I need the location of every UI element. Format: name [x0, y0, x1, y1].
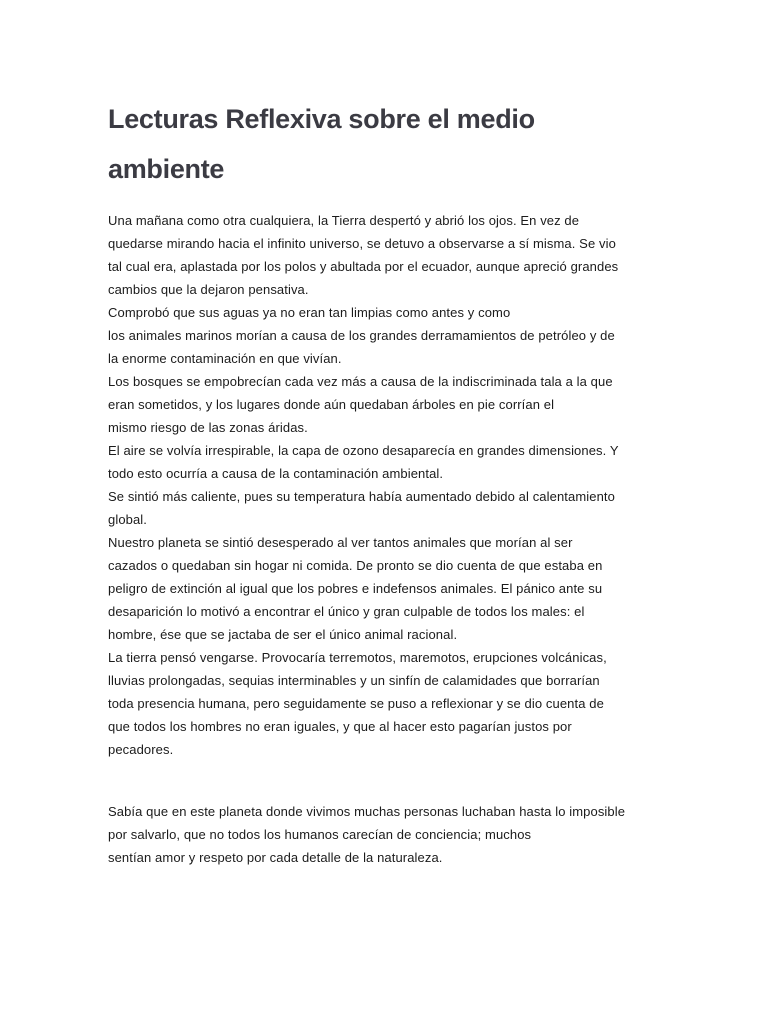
text-line: hombre, ése que se jactaba de ser el único animal racional.: [108, 627, 458, 642]
text-line: global.: [108, 512, 148, 527]
text-line: quedarse mirando hacia el infinito universo, se detuvo a observarse a sí misma. Se vio: [108, 236, 616, 251]
text-line: la enorme contaminación en que vivían.: [108, 351, 342, 366]
text-line: mismo riesgo de las zonas áridas.: [108, 420, 308, 435]
text-line: Nuestro planeta se sintió desesperado al ver tantos animales que morían al ser: [108, 535, 573, 550]
text-line: eran sometidos, y los lugares donde aún quedaban árboles en pie corrían el: [108, 397, 555, 412]
document-body: [108, 209, 668, 869]
page-title: [108, 94, 535, 194]
text-line: El aire se volvía irrespirable, la capa de ozono desaparecía en grandes dimensiones. Y: [108, 443, 619, 458]
text-line: lluvias prolongadas, sequias interminables y un sinfín de calamidades que borrarían: [108, 673, 600, 688]
text-line: Sabía que en este planeta donde vivimos muchas personas luchaban hasta lo imposible: [108, 804, 626, 819]
text-line: pecadores.: [108, 742, 174, 757]
text-line: Se sintió más caliente, pues su temperatura había aumentado debido al calentamiento: [108, 489, 615, 504]
page-title-line-2: ambiente: [108, 154, 225, 184]
text-line: todo esto ocurría a causa de la contaminación ambiental.: [108, 466, 444, 481]
text-line: que todos los hombres no eran iguales, y que al hacer esto pagarían justos por: [108, 719, 572, 734]
text-line: cazados o quedaban sin hogar ni comida. De pronto se dio cuenta de que estaba en: [108, 558, 603, 573]
text-line: por salvarlo, que no todos los humanos carecían de conciencia; muchos: [108, 827, 532, 842]
text-line: Los bosques se empobrecían cada vez más a causa de la indiscriminada tala a la que: [108, 374, 613, 389]
text-line: los animales marinos morían a causa de los grandes derramamientos de petróleo y de: [108, 328, 615, 343]
text-line: cambios que la dejaron pensativa.: [108, 282, 309, 297]
text-line: Una mañana como otra cualquiera, la Tierra despertó y abrió los ojos. En vez de: [108, 213, 580, 228]
text-line: Comprobó que sus aguas ya no eran tan limpias como antes y como: [108, 305, 511, 320]
page-title-line-1: Lecturas Reflexiva sobre el medio: [108, 104, 535, 134]
text-line: La tierra pensó vengarse. Provocaría terremotos, maremotos, erupciones volcánicas,: [108, 650, 607, 665]
paragraph-spacer: [108, 761, 668, 800]
text-line: tal cual era, aplastada por los polos y abultada por el ecuador, aunque apreció grandes: [108, 259, 619, 274]
text-line: peligro de extinción al igual que los pobres e indefensos animales. El pánico ante su: [108, 581, 603, 596]
text-line: sentían amor y respeto por cada detalle de la naturaleza.: [108, 850, 443, 865]
text-line: desaparición lo motivó a encontrar el único y gran culpable de todos los males: el: [108, 604, 585, 619]
text-line: toda presencia humana, pero seguidamente se puso a reflexionar y se dio cuenta de: [108, 696, 604, 711]
